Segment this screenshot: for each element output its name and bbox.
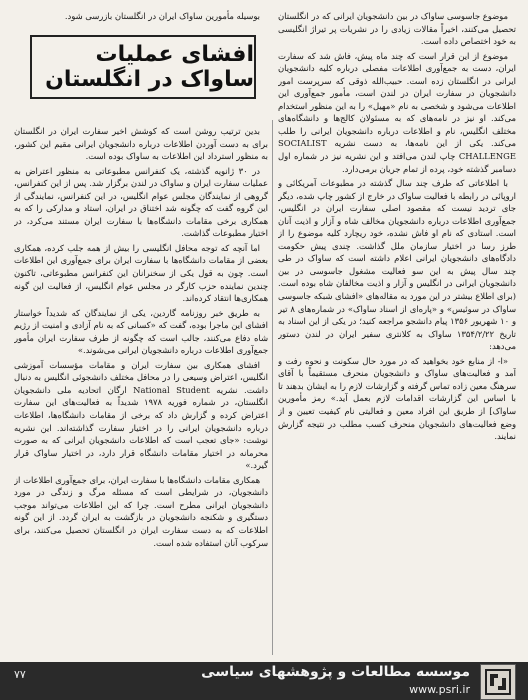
institute-name: موسسه مطالعات و پژوهشهای سیاسی [201,664,470,680]
article-title-box [30,35,256,99]
right-paragraph-4: «ا- از منابع خود بخواهید که در مورد حال سکونت و نحوه رفت و آمد و فعالیت‌های ساواک و دانشجویان منحرف مستقیماً با آقای سرهنگ معین زاده تماس گرفته و گزارشات لازم را به ایشان بدهند تا با اساس این گزارشات اقدامات لازم بعمل آید.» رمز مأمورین ساواک] از طریق این افراد معین و فعالیتی نام کیفیت تعیین و از وضع فعالیت‌های دانشجویان منحرف کسب مطلب در نتیجه گزارش نمایند. [278,355,516,442]
left-lead-paragraph: بوسیله مأمورین ساواک ایران در انگلستان بازرسی شود. [64,11,260,21]
left-paragraph-2: در ۳۰ ژانویه گذشته، یک کنفرانس مطبوعاتی به منظور اعتراض به عملیات سفارت ایران و ساواک در لندن برگزار شد. پس از این کنفرانس، گروهی از نمایندگان مجلس عوام انگلیس، در این کنفرانس، نمایندگی از این گروه گفت که چگونه شد اختناق در ایران، استاد و مدارکی را که به همکاری برخی مقامات دانشگاه‌ها با سفارت ایران مستند می‌کرد، در اختیار مطبوعات گذاشت. [14,165,268,239]
left-paragraph-3: اما آنچه که توجه محافل انگلیسی را بیش از همه جلب کرده، همکاری بعضی از مقامات دانشگاه‌ها با سفارت ایران برای جمع‌آوری این اطلاعات است. چون به قول یکی از سخنرانان این کنفرانس مطبوعاتی، تاکنون چندین نماینده حزب کارگر در مجلس عوام انگلیس، از فعالیت این گونه همکاری‌ها انتقاد کرده‌اند. [14,242,268,304]
left-paragraph-6: همکاری مقامات دانشگاه‌ها با سفارت ایران، برای جمع‌آوری اطلاعات از دانشجویان، در شرایطی است که مسئله مرگ و زندگی در مورد دانشجویان ایرانی مطرح است. چرا که این اطلاعات می‌تواند موجب دستگیری و شکنجه دانشجویان در بازگشت به ایران گردد. از این گونه اطلاعات که به دست سفارت ایران در انگلستان تحصیل می‌کنند، برای سرکوب آنان استفاده شده است. [14,474,268,548]
left-column [14,125,268,650]
right-column [278,10,516,655]
article-title: افشای عملیات ساواک در انگلستان [45,42,254,92]
column-divider [272,120,273,655]
right-paragraph-3: با اطلاعاتی که طرف چند سال گذشته در مطبوعات آمریکائی و اروپائی در رابطه با فعالیت ساواک در خارج از کشور چاپ شده، دیگر جای تردید نیست که مقصود اصلی سفارت ایران در انگلیس، جمع‌آوری اطلاعات درباره دانشجویان مخالف شاه و آزار و اذیت آنان است. استادی که نام او فاش نشده، خود ریچارد کلیه موضوع را از طرز رسا در اختیار سازمان ملل گذاشت. چندی پیش حکومت دادگاه‌های دانشجویان ایرانی اعلام داشته است که ساواک در طی چند سال پیش به این سو فعالیت مشغول جاسوسی در بین دانشجویان ایرانی در انگلیس و آزار و اذیت مخالفان شاه بوده است. (برای اطلاع بیشتر در این مورد به مقاله‌های «افشای شبکه جاسوسی ساواک در سوئیس» و «پاره‌ای از اسناد ساواک» در شماره‌های ۸ تیر و ۱۰ شهریور ۱۳۵۶ پیام دانشجو مراجعه کنید؛ در یکی از این اسناد به تاریخ ۱۳۵۴/۲/۲۲ ساواک به کلانتری سفیر ایران در لندن دستور می‌دهد: [278,178,516,352]
left-paragraph-4: به طریق خبر روزنامه گاردین، یکی از نمایندگان که شدیداً خواستار افشای این ماجرا بوده، گفت که «کسانی که به نام آزادی و امنیت از رژیم شاه دفاع می‌کنند، جالب است که چگونه از طرف سفارت ایران مأمور جمع‌آوری اطلاعات درباره دانشجویان ایرانی می‌شوند.» [14,307,268,356]
institute-url: www.psri.ir [409,683,470,696]
institute-logo-icon [480,664,516,700]
page-number: ۷۷ [14,668,26,681]
right-paragraph-1: موضوع جاسوسی ساواک در بین دانشجویان ایرانی که در انگلستان تحصیل می‌کنند، اخیراً مقالات زیادی را در نشریات پر تیراژ انگلیسی به خود اختصاص داده است. [278,11,516,47]
left-paragraph-1: بدین ترتیب روشن است که کوشش اخیر سفارت ایران در انگلستان برای به دست آوردن اطلاعات درباره دانشجویان ایرانی مقیم این کشور، به منظور استرداد این اطلاعات به ساواک بوده است. [14,126,268,162]
right-paragraph-2: موضوع از این قرار است که چند ماه پیش، فاش شد که سفارت ایران، دست به جمع‌آوری اطلاعات مفصلی درباره کلیه دانشجویان ایرانی در انگلستان زده است. حبیب‌الله ذوقی که سرپرست امور دانشجویان در سفارت ایران در لندن است، مأمور جمع‌آوری این اطلاعات می‌شود و شخصی به نام «مهیل» را به این منظور استخدام می‌کند. او نیز در نامه‌های که به مسئولان کالج‌ها و دانشگاه‌های مختلف انگلیس، نام و اطلاعات درباره دانشجویان ایرانی را طلب می‌کند. یکی از این نامه‌ها، به دست نشریه SOCIALIST CHALLENGE چاپ لندن می‌افتد و این نشریه نیز در شماره اول دسامبر گذشته خود، پرده از تمام جریان برمی‌دارد. [278,50,516,174]
left-paragraph-5: افشای همکاری بین سفارت ایران و مقامات مؤسسات آموزشی انگلیس، اعتراض وسیعی را در محافل مختلف دانشجوئی انگلیس به دنبال داشت. نشریه National Student ارگان اتحادیه ملی دانشجویان انگلستان، در شماره فوریه ۱۹۷۸ شدیداً به فعالیت‌های این سفارت اعتراض کرده و گزارش داد که برخی از مقامات دانشگاه‌ها، اطلاعات درباره دانشجویان ایرانی را در اختیار سفارت گذاشته‌اند. این نشریه نوشت: «جای تعجب است که اطلاعات دانشجویان ایرانی که به صورت محرمانه در اختیار مقامات دانشگاه قرار دارد، در اختیار ساواک قرار گیرد.» [14,359,268,471]
